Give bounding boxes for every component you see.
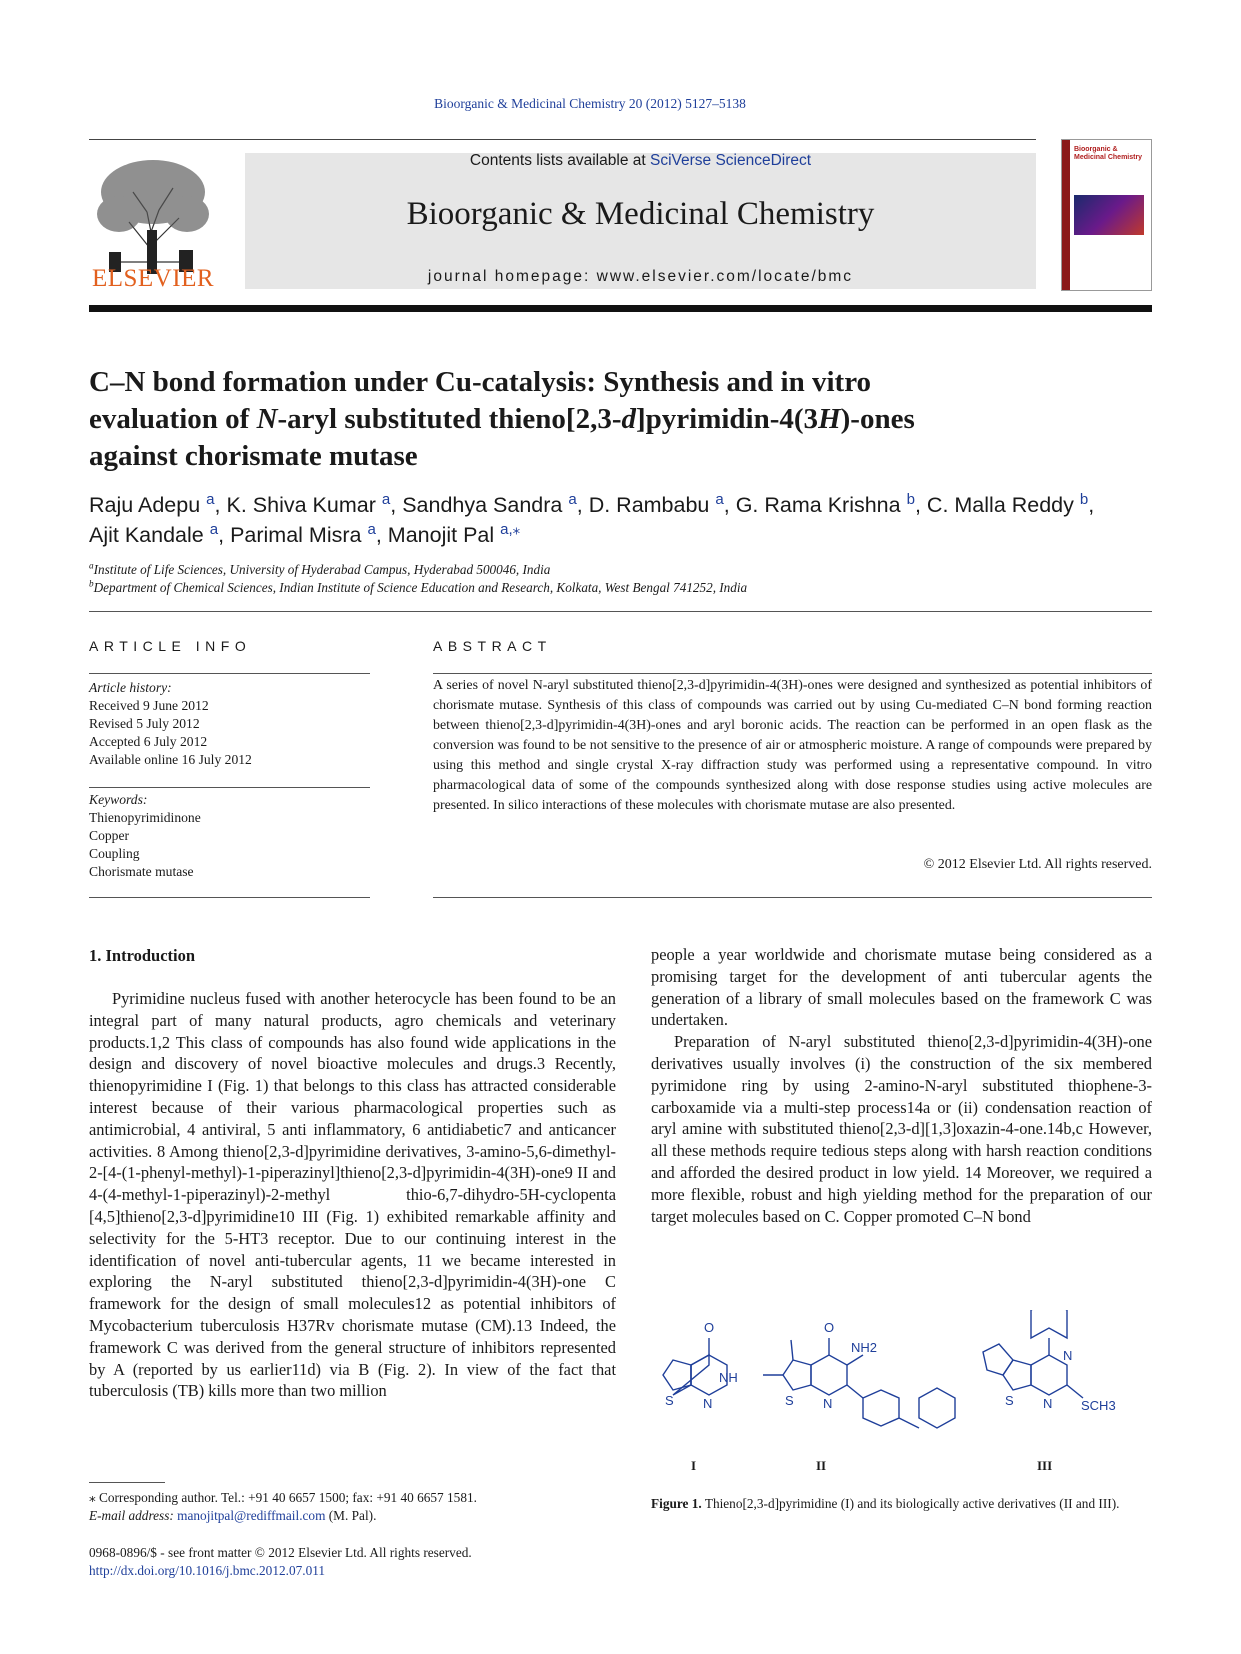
abstract-heading: ABSTRACT <box>433 638 552 654</box>
journal-title: Bioorganic & Medicinal Chemistry <box>406 196 875 232</box>
atom-label: O <box>824 1320 835 1335</box>
history-revised: Revised 5 July 2012 <box>89 716 200 731</box>
intro-paragraph-2: people a year worldwide and chorismate mutase being considered as a promising target for the development of anti tubercular agents the generation of a library of small molecules based on the framework C was undertaken. <box>651 945 1152 1030</box>
header-thick-rule <box>89 305 1152 312</box>
caption-text: Thieno[2,3-d]pyrimidine (I) and its biologically active derivatives (II and III). <box>701 1496 1120 1511</box>
intro-paragraph-3: Preparation of N-aryl substituted thieno[2,3-d]pyrimidin-4(3H)-one derivatives usually involves (i) the construction of the six membered pyrimidone ring by using 2-amino-N-aryl substituted thiophene-3-carboxamide via a multi-step process14a or (ii) condensation reaction of aryl amine with substituted thieno[2,3-d][1,3]oxazin-4-one.14b,c However, all these methods require tedious steps along with harsh reaction conditions and afforded the desired product in low yield. 14 Moreover, we required a more flexible, robust and high yielding method for the preparation of our target molecules based on C. Copper promoted C–N bond <box>651 1032 1152 1226</box>
keyword: Chorismate mutase <box>89 864 194 879</box>
journal-cover-thumbnail <box>1061 139 1152 291</box>
compound-label-I: I <box>691 1458 697 1473</box>
author: C. Malla Reddy $^b$, <box>926 490 1095 517</box>
keywords-block <box>89 791 370 881</box>
atom-label: NH2 <box>851 1340 878 1355</box>
history-online: Available online 16 July 2012 <box>89 752 252 767</box>
intro-paragraph-1: Pyrimidine nucleus fused with another heterocycle has been found to be an integral part of many natural products, agro chemicals and veterinary products.1,2 This class of compounds has also found wide applications in the design and discovery of novel bioactive molecules and drugs.3 Recently, thienopyrimidine I (Fig. 1) that belongs to this class has attracted considerable interest because of their various pharmacological properties such as antimicrobial, 4 antiviral, 5 anti inflammatory, 6 antidiabetic7 and anticancer activities. 8 Among thieno[2,3-d]pyrimidine derivatives, 3-amino-5,6-dimethyl-2-[4-(1-phenyl-methyl)-1-piperazinyl]thieno[2,3-d]pyrimidin-4(3H)-one9 II and 4-(4-methyl-1-piperazinyl)-2-methyl thio-6,7-dihydro-5H-cyclopenta [4,5]thieno[2,3-d]pyrimidine10 III (Fig. 1) exhibited remarkable affinity and selectivity for the 5-HT3 receptor. Due to our continuing interest in the identification of novel anti-tubercular agents, 11 we became interested in exploring the N-aryl substituted thieno[2,3-d]pyrimidin-4(3H)-one C framework for the design of small molecules12 as potential inhibitors of Mycobacterium tuberculosis H37Rv chorismate mutase (CM).13 Indeed, the framework C was derived from the general structure of inhibitors represented by A (reported by us earlier11d) via B (Fig. 2). In view of the fact that tuberculosis (TB) kills more than two million <box>89 989 616 1401</box>
abstract-text: A series of novel N-aryl substituted thieno[2,3-d]pyrimidin-4(3H)-ones were designed and synthesized as potential inhibitors of chorismate mutase. Synthesis of this class of compounds was carried out by using Cu-mediated C–N bond forming reaction between thieno[2,3-d]pyrimidin-4(3H)-ones and aryl boronic acids. The reaction can be performed in an open flask as the conversion was found to be not sensitive to the presence of air or atmospheric moisture. A range of compounds were prepared by using this method and single crystal X-ray diffraction study was performed using a representative compound. In vitro pharmacological data of some of the compounds synthesized along with dose response studies using active molecules are presented. In silico interactions of these molecules with chorismate mutase are also presented. <box>433 678 1152 813</box>
footnote-rule <box>89 1482 165 1483</box>
affiliation-a: $^a$Institute of Life Sciences, University of Hyderabad Campus, Hyderabad 500046, India <box>89 560 551 577</box>
article-history <box>89 679 370 769</box>
title-line-1: C–N bond formation under Cu-catalysis: Synthesis and in vitro <box>89 366 872 398</box>
corresponding-author-link[interactable]: a,⁎ <box>500 520 521 538</box>
article-info-rule <box>89 673 370 674</box>
figure-1-structures <box>651 1310 1152 1480</box>
title-line-2: evaluation of N-aryl substituted thieno[2,3-d]pyrimidin-4(3H)-ones <box>89 403 915 435</box>
affiliation-rule <box>89 611 1152 612</box>
caption-label: Figure 1. <box>651 1496 702 1511</box>
atom-label: S <box>1005 1393 1014 1408</box>
keyword: Coupling <box>89 846 140 861</box>
abstract-bottom-rule <box>433 897 1152 898</box>
email-footnote: E-mail address: manojitpal@rediffmail.com (M. Pal). <box>89 1508 377 1523</box>
cover-image <box>1074 195 1144 235</box>
journal-citation[interactable]: Bioorganic & Medicinal Chemistry 20 (2012) 5127–5138 <box>434 96 746 111</box>
journal-homepage[interactable]: journal homepage: www.elsevier.com/locate/bmc <box>427 268 854 285</box>
keyword: Copper <box>89 828 130 843</box>
abstract-rule <box>433 673 1152 674</box>
author: G. Rama Krishna $^b$, <box>735 490 927 517</box>
doi-link[interactable]: http://dx.doi.org/10.1016/j.bmc.2012.07.011 <box>89 1563 326 1578</box>
contents-line <box>245 152 1036 170</box>
email-link[interactable]: manojitpal@rediffmail.com <box>177 1508 326 1523</box>
author: Parimal Misra $^a$, <box>230 520 388 547</box>
atom-label: N <box>1063 1348 1073 1363</box>
keywords-label: Keywords: <box>89 792 148 807</box>
issn-line: 0968-0896/$ - see front matter © 2012 Elsevier Ltd. All rights reserved. <box>89 1545 472 1560</box>
history-received: Received 9 June 2012 <box>89 698 209 713</box>
header-rule <box>89 139 1036 140</box>
abstract-copyright: © 2012 Elsevier Ltd. All rights reserved. <box>923 857 1152 872</box>
author: D. Rambabu $^a$, <box>588 490 736 517</box>
intro-left-column <box>89 988 616 1402</box>
article-info-heading: ARTICLE INFO <box>89 638 252 654</box>
affiliation-b: $^b$Department of Chemical Sciences, Indian Institute of Science Education and Research, Kolkata, West Bengal 741252, India <box>89 578 748 595</box>
author: K. Shiva Kumar $^a$, <box>226 490 403 517</box>
history-label: Article history: <box>89 680 172 695</box>
author: Manojit Pal $^{a,⁎}$ <box>387 520 521 547</box>
cover-spine <box>1062 140 1070 290</box>
section-heading-introduction: 1. Introduction <box>89 946 196 965</box>
atom-label: S <box>785 1393 794 1408</box>
elsevier-wordmark: ELSEVIER <box>91 265 215 292</box>
atom-label: O <box>704 1320 715 1335</box>
cover-title: Bioorganic & Medicinal Chemistry <box>1074 146 1143 161</box>
article-title <box>89 364 1089 475</box>
author: Ajit Kandale $^a$, <box>89 520 231 547</box>
atom-label: S <box>665 1393 674 1408</box>
compound-label-III: III <box>1037 1458 1053 1473</box>
compound-label-II: II <box>816 1458 827 1473</box>
atom-label: N <box>823 1396 833 1411</box>
figure-1-caption <box>651 1495 1152 1512</box>
author: Sandhya Sandra $^a$, <box>402 490 589 517</box>
atom-label: N <box>1043 1396 1053 1411</box>
contents-prefix: Contents lists available at <box>469 152 650 169</box>
history-accepted: Accepted 6 July 2012 <box>89 734 208 749</box>
atom-label: SCH3 <box>1081 1398 1116 1413</box>
title-line-3: against chorismate mutase <box>89 440 418 472</box>
sciencedirect-link[interactable]: SciVerse ScienceDirect <box>649 152 812 169</box>
keyword: Thienopyrimidinone <box>89 810 201 825</box>
info-bottom-rule <box>89 897 370 898</box>
author: Raju Adepu $^a$, <box>89 490 227 517</box>
atom-label: N <box>703 1396 713 1411</box>
author-list <box>89 490 1152 550</box>
atom-label: NH <box>719 1370 738 1385</box>
corresponding-footnote: ⁎ Corresponding author. Tel.: +91 40 6657 1500; fax: +91 40 6657 1581. <box>89 1490 477 1505</box>
keywords-rule <box>89 787 370 788</box>
intro-right-column <box>651 944 1152 1227</box>
